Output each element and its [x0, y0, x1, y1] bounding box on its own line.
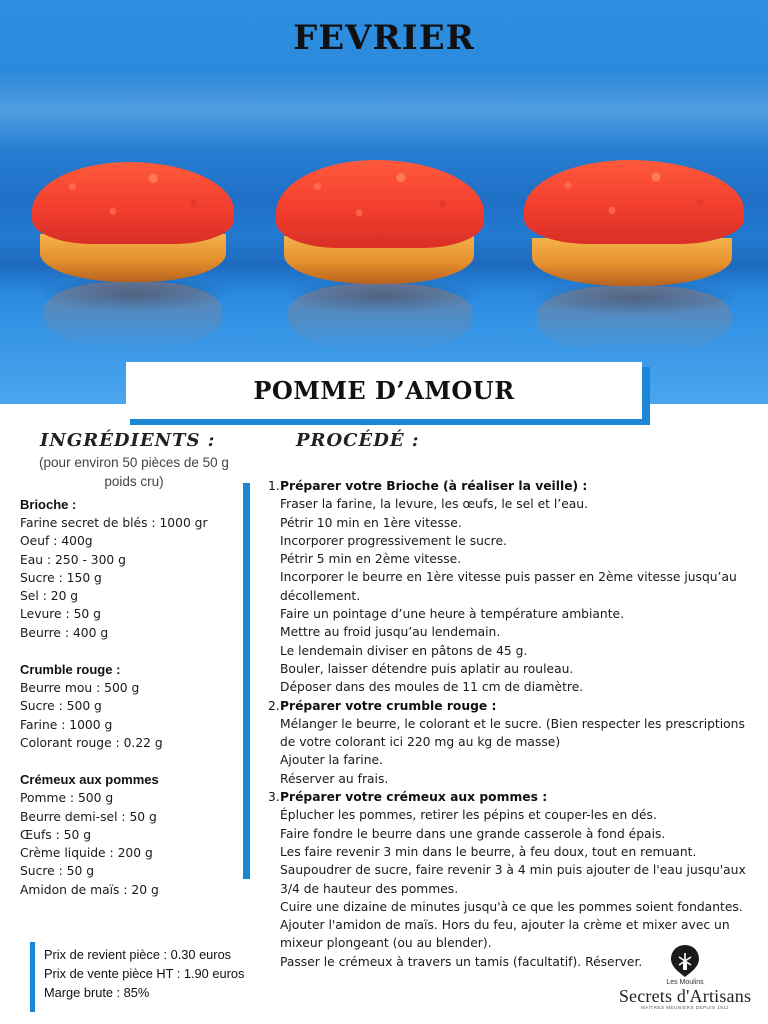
- procedure-step-2: [268, 697, 760, 788]
- step-title: Préparer votre Brioche (à réaliser la veille) :: [280, 479, 588, 493]
- tart-brioche-base: [532, 238, 732, 286]
- step-line: Incorporer le beurre en 1ère vitesse puis passer en 2ème vitesse jusqu’au: [280, 570, 737, 585]
- background-shine: [0, 70, 768, 150]
- ingredient-item: Colorant rouge : 0.22 g: [20, 735, 163, 750]
- ingredient-item: Œufs : 50 g: [20, 827, 92, 842]
- ingredient-item: Sucre : 500 g: [20, 699, 102, 714]
- tart-crumble-top: [524, 160, 744, 244]
- tart-reflection: [44, 282, 222, 352]
- ingredient-item: Pomme : 500 g: [20, 791, 114, 806]
- step-line: Cuire une dizaine de minutes jusqu'à ce que les pommes soient fondantes.: [280, 899, 743, 914]
- step-heading: [268, 697, 760, 715]
- ingredient-item: Oeuf : 400g: [20, 534, 93, 549]
- step-line: Saupoudrer de sucre, faire revenir 3 à 4 min puis ajouter de l'eau jusqu'aux: [280, 863, 746, 878]
- ingredient-item: Beurre demi-sel : 50 g: [20, 809, 157, 824]
- ingredient-item: Beurre : 400 g: [20, 625, 109, 640]
- tart-reflection: [537, 286, 731, 356]
- tart-left: [32, 162, 234, 282]
- step-line: Ajouter l'amidon de maïs. Hors du feu, ajouter la crème et mixer avec un: [280, 918, 730, 933]
- brand-top-line: Les Moulins: [666, 979, 704, 986]
- ingredient-item: Amidon de maïs : 20 g: [20, 882, 159, 897]
- brand-tagline: MAÎTRES MEUNIERS DEPUIS 1911: [641, 1005, 729, 1010]
- step-line: Fraser la farine, la levure, les œufs, le sel et l’eau.: [280, 497, 588, 512]
- step-line: Passer le crémeux à travers un tamis (facultatif). Réserver.: [280, 954, 643, 969]
- gross-margin: Marge brute : 85%: [44, 985, 150, 1000]
- tart-reflection: [288, 284, 471, 354]
- yield-note: (pour environ 50 pièces de 50 g poids cru): [39, 455, 229, 489]
- procedure-step-1: [268, 477, 760, 697]
- step-line: Mettre au froid jusqu’au lendemain.: [280, 625, 501, 640]
- step-line: Faire fondre le beurre dans une grande casserole à fond épais.: [280, 826, 666, 841]
- ingredient-item: Eau : 250 - 300 g: [20, 552, 126, 567]
- tart-center: [276, 160, 484, 284]
- procedure-list: [268, 477, 760, 971]
- step-line: Déposer dans des moules de 11 cm de diamètre.: [280, 680, 584, 695]
- step-line: 3/4 de hauteur des pommes.: [280, 881, 459, 896]
- procedure-heading: PROCÉDÉ :: [296, 430, 420, 451]
- ingredient-item: Beurre mou : 500 g: [20, 681, 140, 696]
- brand-name: Secrets d'Artisans: [618, 986, 752, 1006]
- step-line: Le lendemain diviser en pâtons de 45 g.: [280, 643, 528, 658]
- step-heading: [268, 477, 760, 495]
- ingredient-group-brioche: [20, 495, 245, 642]
- step-number: 3.: [268, 790, 280, 805]
- ingredient-item: Crème liquide : 200 g: [20, 846, 153, 861]
- step-line: Bouler, laisser détendre puis aplatir au rouleau.: [280, 661, 574, 676]
- ingredient-item: Sel : 20 g: [20, 589, 79, 604]
- ingredient-group-crumble: [20, 660, 245, 752]
- step-title: Préparer votre crumble rouge :: [280, 698, 497, 713]
- ingredient-group-cremeux: [20, 770, 245, 899]
- windmill-icon: [670, 944, 700, 978]
- ingredient-group-title: Crémeux aux pommes: [20, 772, 159, 788]
- step-line: Incorporer progressivement le sucre.: [280, 533, 507, 548]
- pricing-box: [44, 945, 264, 1002]
- ingredients-heading: INGRÉDIENTS :: [40, 430, 216, 451]
- step-number: 2.: [268, 698, 280, 713]
- step-line: Ajouter la farine.: [280, 753, 383, 768]
- tart-crumble-top: [32, 162, 234, 244]
- sale-price: Prix de vente pièce HT : 1.90 euros: [44, 966, 245, 981]
- step-line: Faire un pointage d’une heure à température ambiante.: [280, 607, 625, 622]
- recipe-name: POMME D’AMOUR: [253, 376, 515, 405]
- step-line: Mélanger le beurre, le colorant et le sucre. (Bien respecter les prescriptions: [280, 716, 745, 731]
- ingredient-item: Farine secret de blés : 1000 gr: [20, 516, 208, 530]
- step-line: Éplucher les pommes, retirer les pépins et couper-les en dés.: [280, 808, 657, 823]
- ingredient-group-title: Brioche :: [20, 497, 77, 512]
- pricing-accent-bar: [30, 942, 35, 1012]
- hero-photo: [0, 0, 768, 404]
- step-line: Pétrir 5 min en 2ème vitesse.: [280, 552, 462, 567]
- column-divider-bar: [243, 483, 250, 879]
- ingredient-item: Levure : 50 g: [20, 607, 101, 622]
- step-number: 1.: [268, 479, 280, 493]
- step-title: Préparer votre crémeux aux pommes :: [280, 790, 548, 805]
- brand-logo: [610, 944, 760, 1020]
- ingredient-item: Sucre : 150 g: [20, 570, 102, 585]
- month-title: FEVRIER: [293, 18, 475, 58]
- step-line: Réserver au frais.: [280, 771, 389, 786]
- ingredient-item: Farine : 1000 g: [20, 717, 113, 732]
- step-heading: [268, 788, 760, 806]
- ingredients-list: [20, 495, 245, 917]
- cost-price: Prix de revient pièce : 0.30 euros: [44, 947, 232, 962]
- tart-crumble-top: [276, 160, 484, 248]
- ingredient-group-title: Crumble rouge :: [20, 662, 121, 678]
- tart-right: [524, 160, 744, 286]
- recipe-name-banner: [126, 362, 642, 419]
- step-line: de votre colorant ici 220 mg au kg de masse): [280, 735, 561, 750]
- step-line: Les faire revenir 3 min dans le beurre, à feu doux, tout en remuant.: [280, 844, 697, 859]
- step-line: mixeur plongeant (ou au blender).: [280, 936, 492, 951]
- step-line: Pétrir 10 min en 1ère vitesse.: [280, 515, 462, 530]
- step-line: décollement.: [280, 588, 361, 603]
- ingredient-item: Sucre : 50 g: [20, 864, 95, 879]
